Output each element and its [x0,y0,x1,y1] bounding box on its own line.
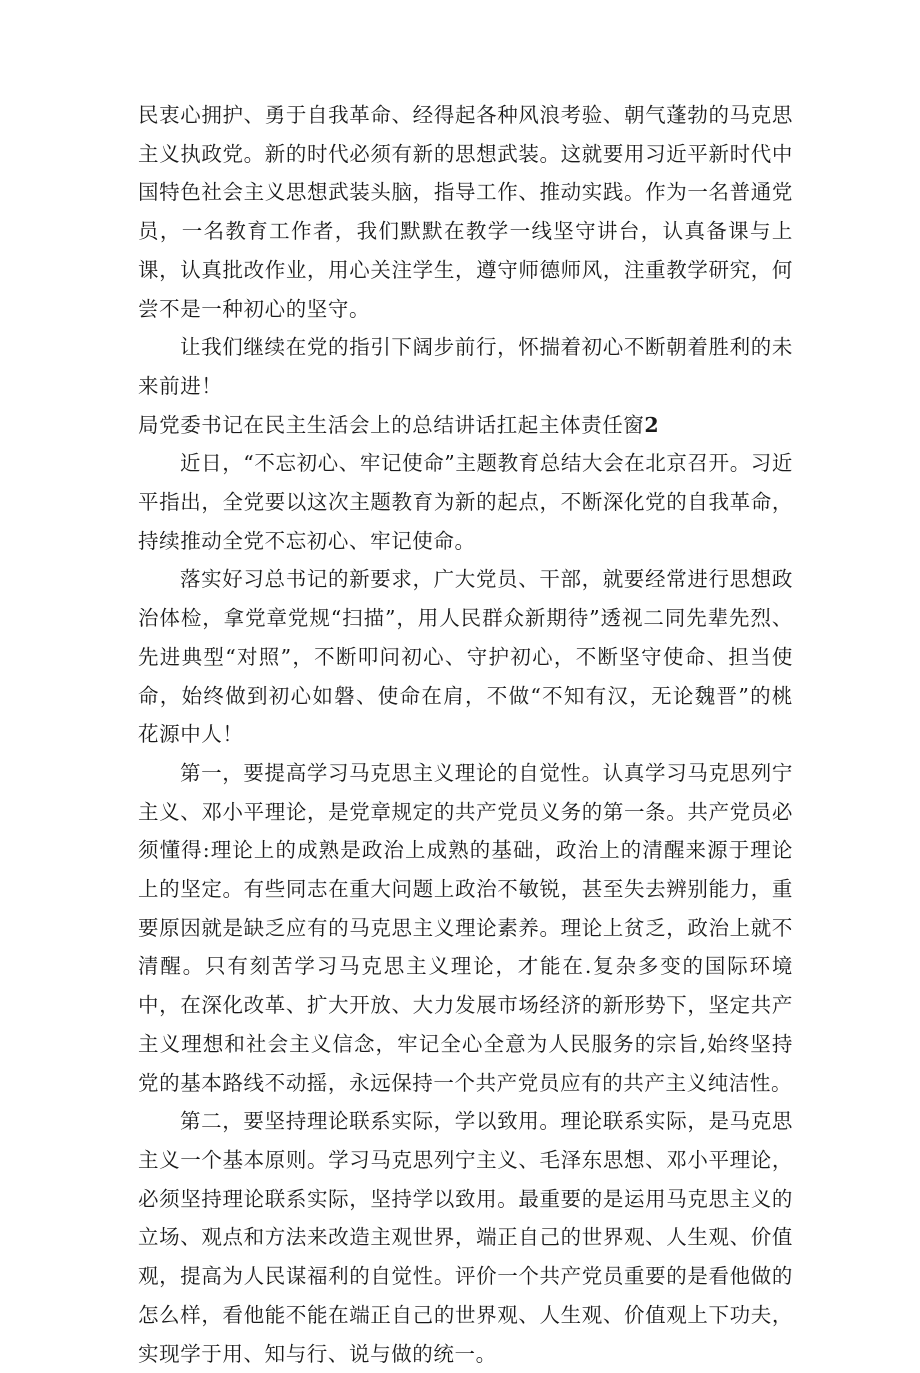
section-heading [138,406,793,445]
paragraph-1: 近日，“不忘初心、牢记使命”主题教育总结大会在北京召开。习近平指出，全党要以这次主题教育为新的起点，不断深化党的自我革命，持续推动全党不忘初心、牢记使命。 [138,451,793,553]
paragraph-closing: 让我们继续在党的指引下阔步前行，怀揣着初心不断朝着胜利的未来前进！ [138,335,793,398]
paragraph-2: 落实好习总书记的新要求，广大党员、干部，就要经常进行思想政治体检，拿党章党规“扫描”，用人民群众新期待”透视二同先辈先烈、先进典型“对照”，不断叩问初心、守护初心，不断坚守使命、担当使命，始终做到初心如磐、使命在肩，不做“不知有汉，无论魏晋”的桃花源中人！ [138,567,793,747]
paragraph-3: 第一，要提高学习马克思主义理论的自觉性。认真学习马克思列宁主义、邓小平理论，是党章规定的共产党员义务的第一条。共产党员必须懂得:理论上的成熟是政治上成熟的基础，政治上的清醒来源于理论上的坚定。有些同志在重大问题上政治不敏锐，甚至失去辨别能力，重要原因就是缺乏应有的马克思主义理论素养。理论上贫乏，政治上就不清醒。只有刻苦学习马克思主义理论，才能在.复杂多变的国际环境中，在深化改革、扩大开放、大力发展市场经济的新形势下，坚定共产主义理想和社会主义信念，牢记全心全意为人民服务的宗旨,始终坚持党的基本路线不动摇，永远保持一个共产党员应有的共产主义纯洁性。 [138,760,793,1095]
document-body [138,96,793,1373]
section-heading-text: 局党委书记在民主生活会上的总结讲话扛起主体责任窗 [138,412,645,437]
section-heading-number: 2 [644,412,660,437]
paragraph-4: 第二，要坚持理论联系实际，学以致用。理论联系实际，是马克思主义一个基本原则。学习马克思列宁主义、毛泽东思想、邓小平理论，必须坚持理论联系实际，坚持学以致用。最重要的是运用马克思主义的立场、观点和方法来改造主观世界，端正自己的世界观、人生观、价值观，提高为人民谋福利的自觉性。评价一个共产党员重要的是看他做的怎么样，看他能不能在端正自己的世界观、人生观、价值观上下功夫，实现学于用、知与行、说与做的统一。 [138,1109,793,1366]
paragraph-continued: 民衷心拥护、勇于自我革命、经得起各种风浪考验、朝气蓬勃的马克思主义执政党。新的时代必须有新的思想武装。这就要用习近平新时代中国特色社会主义思想武装头脑，指导工作、推动实践。作为一名普通党员，一名教育工作者，我们默默在教学一线坚守讲台，认真备课与上课，认真批改作业，用心关注学生，遵守师德师风，注重教学研究，何尝不是一种初心的坚守。 [138,103,793,321]
